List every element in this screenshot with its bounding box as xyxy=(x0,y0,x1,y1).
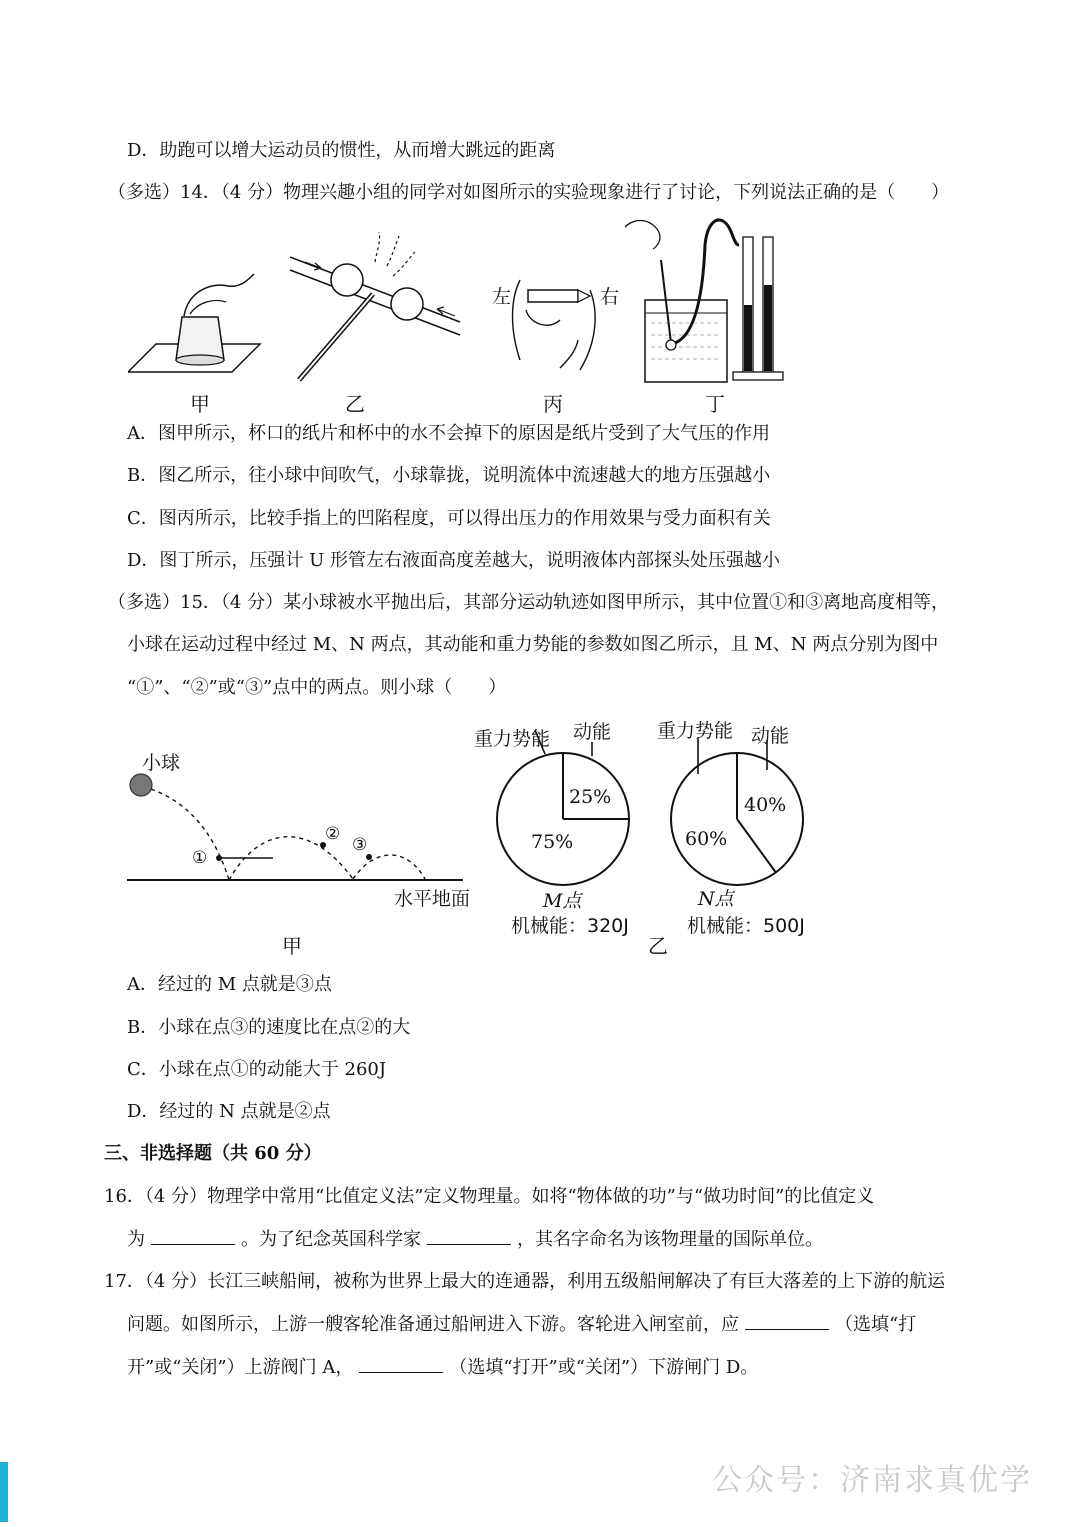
pie-n-mechanical: 机械能：500J xyxy=(687,915,805,937)
figure-pressure-gauge xyxy=(615,215,790,385)
watermark: 公众号：济南求真优学 xyxy=(712,1463,1032,1498)
edge-marker xyxy=(0,1462,8,1522)
q13-option-d: D．助跑可以增大运动员的惯性，从而增大跳远的距离 xyxy=(127,140,556,161)
label-point-2: ② xyxy=(325,824,341,844)
figure-trajectory xyxy=(125,765,470,890)
q17-text-a: 问题。如图所示，上游一艘客轮准备通过船闸进入下游。客轮进入闸室前，应 xyxy=(127,1314,739,1335)
q15-option-d: D．经过的 N 点就是②点 xyxy=(127,1101,331,1122)
caption-ding: 丁 xyxy=(705,392,725,416)
q15-stem-line1: （多选）15．（4 分）某小球被水平抛出后，其部分运动轨迹如图甲所示，其中位置①和③离地高度相等， xyxy=(108,592,950,613)
figure-two-balls xyxy=(285,232,465,382)
label-point-1: ① xyxy=(192,848,208,868)
pie-m-mechanical: 机械能：320J xyxy=(511,915,629,937)
q17-text-c: 开”或“关闭”）上游阀门 A， xyxy=(127,1357,354,1378)
q15-option-a: A．经过的 M 点就是③点 xyxy=(127,974,332,995)
q14-option-c: C．图丙所示，比较手指上的凹陷程度，可以得出压力的作用效果与受力面积有关 xyxy=(127,508,771,529)
q14-option-d: D．图丁所示，压强计 U 形管左右液面高度差越大，说明液体内部探头处压强越小 xyxy=(127,550,781,571)
pie-n-point: N点 xyxy=(698,888,734,910)
q14-stem: （多选）14．（4 分）物理兴趣小组的同学对如图所示的实验现象进行了讨论，下列说法正确的是（ ） xyxy=(108,182,950,203)
q15-option-b: B．小球在点③的速度比在点②的大 xyxy=(127,1017,411,1038)
q17-text-b: （选填“打 xyxy=(835,1314,917,1335)
label-ball: 小球 xyxy=(142,752,181,774)
q17-blank-1[interactable] xyxy=(745,1311,829,1330)
caption-yi: 乙 xyxy=(345,392,365,416)
q16-text-b: 。为了纪念英国科学家 xyxy=(241,1229,421,1250)
q16-line1: 16．（4 分）物理学中常用“比值定义法”定义物理量。如将“物体做的功”与“做功时间”的比值定义 xyxy=(104,1186,875,1207)
label-left: 左 xyxy=(492,286,512,308)
q15-stem-line3: “①”、“②”或“③”点中的两点。则小球（ ） xyxy=(127,677,507,698)
q16-blank-2[interactable] xyxy=(427,1226,511,1245)
caption-trajectory: 甲 xyxy=(282,934,302,958)
caption-jia: 甲 xyxy=(190,392,210,416)
q17-line2 xyxy=(127,1311,916,1338)
q15-stem-line2: 小球在运动过程中经过 M、N 两点，其动能和重力势能的参数如图乙所示，且 M、N 两点分别为图中 xyxy=(127,634,939,655)
label-point-3: ③ xyxy=(352,835,368,855)
q14-option-b: B．图乙所示，往小球中间吹气，小球靠拢，说明流体中流速越大的地方压强越小 xyxy=(127,465,771,486)
pie-m-point: M点 xyxy=(543,890,582,912)
pie-n-value-ke: 40% xyxy=(744,794,787,816)
label-right: 右 xyxy=(600,286,620,308)
q17-line3 xyxy=(127,1354,758,1381)
pie-m-value-pe: 75% xyxy=(531,831,574,853)
q16-text-c: ，其名字命名为该物理量的国际单位。 xyxy=(517,1229,823,1250)
q17-line1: 17．（4 分）长江三峡船闸，被称为世界上最大的连通器，利用五级船闸解决了有巨大落差的上下游的航运 xyxy=(104,1271,946,1292)
label-ground: 水平地面 xyxy=(394,888,471,910)
pie-n-label-pe: 重力势能 xyxy=(657,720,734,742)
pie-m-label-ke: 动能 xyxy=(573,721,612,743)
q16-blank-1[interactable] xyxy=(151,1226,235,1245)
q17-text-d: （选填“打开”或“关闭”）下游闸门 D。 xyxy=(449,1357,759,1378)
q16-line2 xyxy=(127,1226,823,1253)
q17-blank-2[interactable] xyxy=(359,1354,443,1373)
pie-n-label-ke: 动能 xyxy=(751,725,790,747)
q14-option-a: A．图甲所示，杯口的纸片和杯中的水不会掉下的原因是纸片受到了大气压的作用 xyxy=(127,423,770,444)
pie-n-value-pe: 60% xyxy=(685,828,728,850)
q15-option-c: C．小球在点①的动能大于 260J xyxy=(127,1059,387,1080)
q16-text-a: 为 xyxy=(127,1229,145,1250)
caption-pies: 乙 xyxy=(648,934,668,958)
caption-bing: 丙 xyxy=(543,392,563,416)
pie-m-label-pe: 重力势能 xyxy=(474,728,551,750)
figure-pencil-fingers xyxy=(500,270,600,380)
figure-cup-paper xyxy=(128,272,263,382)
section-title: 三、非选择题（共 60 分） xyxy=(104,1143,322,1164)
pie-m-value-ke: 25% xyxy=(569,786,612,808)
